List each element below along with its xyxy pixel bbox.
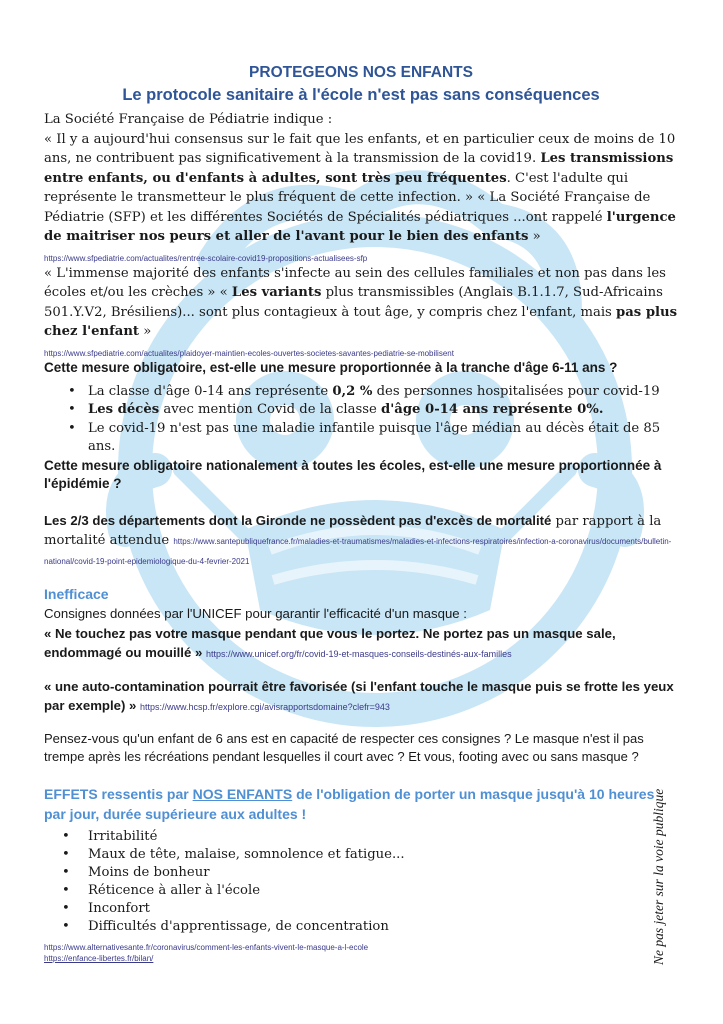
source-link-hcsp[interactable]: https://www.hcsp.fr/explore.cgi/avisrapportsdomaine?clefr=943 <box>140 702 390 712</box>
quote-text: » <box>139 324 152 339</box>
mortalite-paragraph <box>44 511 678 571</box>
page-subtitle: Le protocole sanitaire à l'école n'est pas sans conséquences <box>122 86 600 104</box>
heading-underlined: NOS ENFANTS <box>192 785 293 802</box>
heading-text: de l'obligation de porter un masque jusqu'à 10 heures par jour, durée supérieure aux adultes ! <box>44 785 655 822</box>
source-link-sfp-2[interactable]: https://www.sfpediatrie.com/actualites/plaidoyer-maintien-ecoles-ouvertes-societes-savantes-pediatrie-se-mobilisent <box>44 348 454 358</box>
vertical-note: Ne pas jeter sur la voie publique <box>651 788 666 965</box>
list-item: • Difficultés d'apprentissage, de concentration <box>88 918 678 936</box>
hcsp-quote-bold: « une auto-contamination pourrait être favorisée (si l'enfant touche le masque puis se frotte les yeux par exemple) » <box>44 678 674 713</box>
quote-bold: l'urgence de maitriser nos peurs et aller de l'avant pour le bien des enfants <box>44 209 676 244</box>
intro-text: La Société Française de Pédiatrie indique : <box>44 112 333 127</box>
list-item: • Le covid-19 n'est pas une maladie infantile puisque l'âge médian au décès était de 85 ans. <box>88 420 678 457</box>
quote-bold: pas plus chez l'enfant <box>44 304 678 339</box>
quote-text: » <box>528 229 541 244</box>
quote-bold: Les transmissions entre enfants, ou d'enfants à adultes, sont très peu fréquentes <box>44 151 674 186</box>
document-body <box>44 62 678 964</box>
question-proportion-epidemic: Cette mesure obligatoire nationalement à toutes les écoles, est-elle une mesure proportionnée à l'épidémie ? <box>44 457 662 491</box>
unicef-quote-bold: « Ne touchez pas votre masque pendant que vous le portez. Ne portez pas un masque sale, endommagé ou mouillé » <box>44 625 616 660</box>
heading-text: EFFETS ressentis par <box>44 785 193 802</box>
list-text: des personnes hospitalisées pour covid-19 <box>372 383 660 399</box>
list-item: • Moins de bonheur <box>88 864 678 882</box>
list-text: avec mention Covid de la classe <box>159 402 382 417</box>
stats-list <box>44 383 678 457</box>
question-consignes: Pensez-vous qu'un enfant de 6 ans est en capacité de respecter ces consignes ? Le masque n'est il pas trempe après les récréations pendant lesquelles il court avec ? Et vous, footing avec ou sans masque ? <box>44 730 644 764</box>
mortalite-text: par rapport à la mortalité attendue <box>44 513 662 548</box>
quote-text: . C'est l'adulte qui représente le transmetteur le plus fréquent de cette infection. » « La Société Française de Pédiatrie (SFP) et les différentes Sociétés de Spécialités pédiatriques ...ont rappelé <box>44 170 651 225</box>
quote-text: « Il y a aujourd'hui consensus sur le fait que les enfants, et en particulier ceux de moins de 10 ans, ne contribuent pas significativement à la transmission de la covid19. <box>44 131 676 166</box>
list-bold: Les décès <box>88 402 160 417</box>
section-heading-effets <box>44 784 678 824</box>
list-bold: 0,2 % <box>332 383 373 399</box>
source-link-alternativesante[interactable]: https://www.alternativesante.fr/coronavirus/comment-les-enfants-vivent-le-masque-a-l-ecole <box>44 942 369 952</box>
source-link-sante-publique[interactable]: https://www.santepubliquefrance.fr/maladies-et-traumatismes/maladies-et-infections-respiratoires/infection-a-coronavirus/documents/bulletin- national/covid-19-point-epidemiologique-du-4-fevrier-2021 <box>44 537 672 566</box>
quote-sfp-1 <box>44 130 678 247</box>
unicef-intro: Consignes données par l'UNICEF pour garantir l'efficacité d'un masque : <box>44 606 467 621</box>
quote-text: « L'immense majorité des enfants s'infecte au sein des cellules familiales et non pas dans les écoles et/ou les crèches » « <box>44 265 666 300</box>
source-link-unicef[interactable]: https://www.unicef.org/fr/covid-19-et-masques-conseils-destinés-aux-familles <box>205 649 512 659</box>
list-item: • Réticence à aller à l'école <box>88 882 678 900</box>
page-title: PROTEGEONS NOS ENFANTS <box>249 64 473 81</box>
source-link-enfance-libertes[interactable]: https://enfance-libertes.fr/bilan/ <box>44 953 154 963</box>
list-item: • Inconfort <box>88 900 678 918</box>
list-item <box>88 383 678 402</box>
list-text: La classe d'âge 0-14 ans représente <box>88 383 333 399</box>
list-bold: d'âge 0-14 ans représente 0%. <box>381 402 604 417</box>
hcsp-quote <box>44 677 678 716</box>
section-heading-inefficace: Inefficace <box>44 586 109 602</box>
source-link-sfp-1[interactable]: https://www.sfpediatrie.com/actualites/rentree-scolaire-covid19-propositions-actualisees-sfp <box>44 253 368 263</box>
mortalite-bold: Les 2/3 des départements dont la Gironde ne possèdent pas d'excès de mortalité <box>44 512 552 528</box>
quote-sfp-2 <box>44 264 678 342</box>
list-item: • Maux de tête, malaise, somnolence et fatigue... <box>88 846 678 864</box>
effets-list <box>44 828 678 936</box>
list-item: • Irritabilité <box>88 828 678 846</box>
list-item <box>88 401 678 420</box>
question-proportion-age: Cette mesure obligatoire, est-elle une mesure proportionnée à la tranche d'âge 6-11 ans ? <box>44 359 618 375</box>
quote-bold: Les variants <box>231 285 322 300</box>
unicef-quote <box>44 624 678 663</box>
quote-text: plus transmissibles (Anglais B.1.1.7, Sud-Africains 501.Y.V2, Brésiliens)... sont plus contagieux à tout âge, y compris chez l'enfant, mais <box>44 285 663 320</box>
